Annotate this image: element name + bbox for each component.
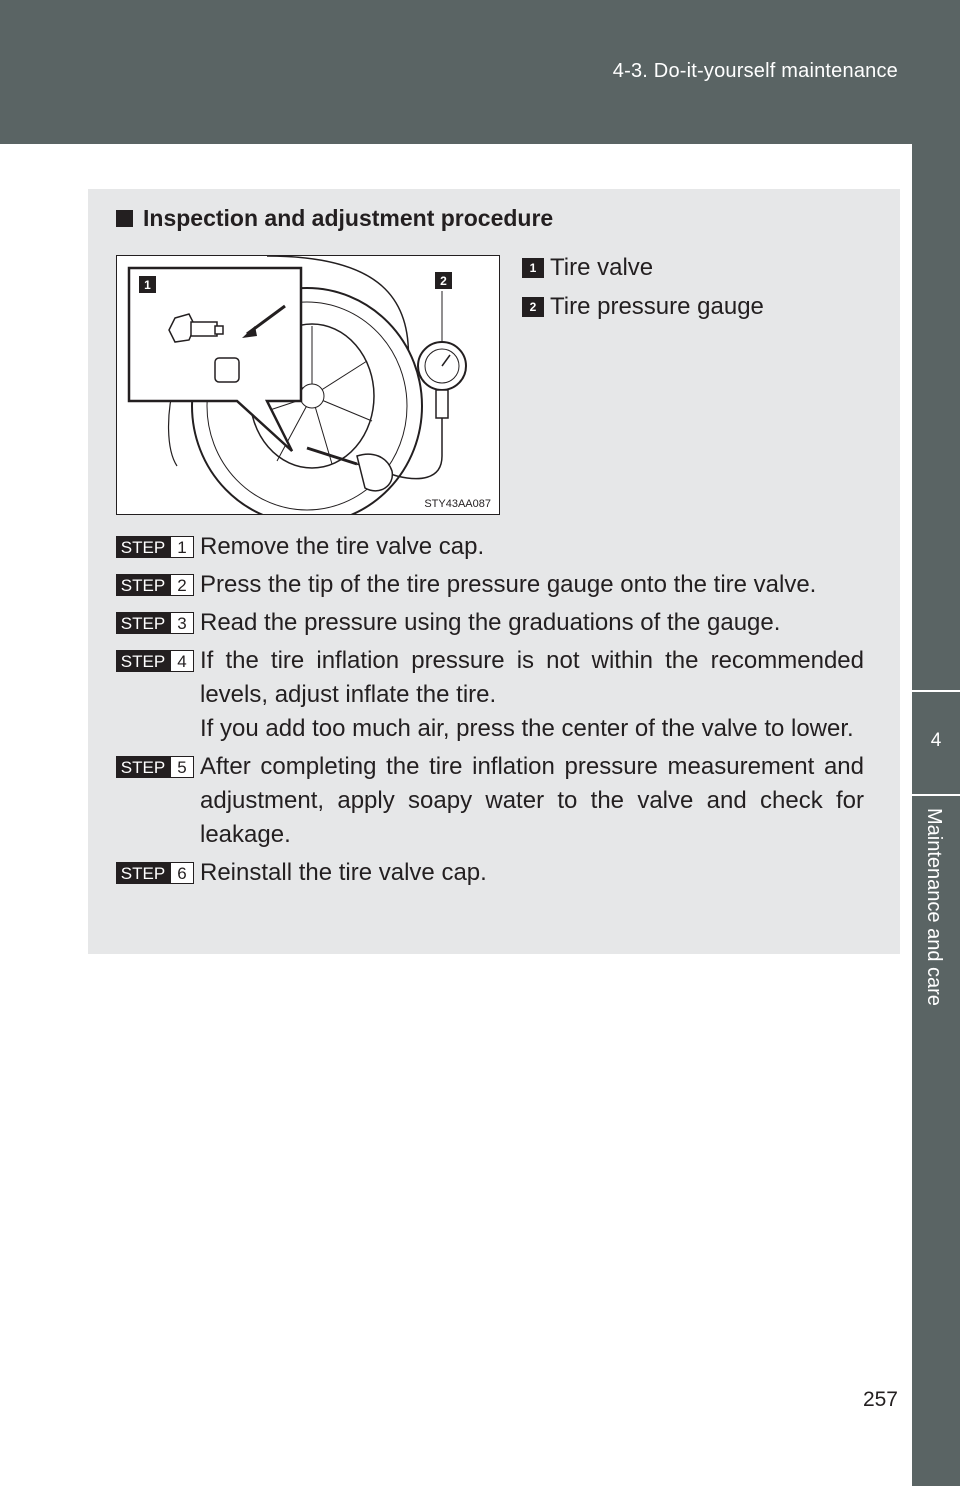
page-number: 257 bbox=[862, 1388, 898, 1411]
side-tab-spacer bbox=[912, 144, 960, 690]
legend-label: Tire valve bbox=[550, 253, 654, 281]
tire-valve-illustration bbox=[116, 255, 500, 515]
step-text: If the tire inflation pressure is not within the recommended levels, adjust inflate the tire. bbox=[200, 647, 864, 708]
step-badge: STEP 1 bbox=[116, 536, 194, 558]
step-text: After completing the tire inflation pressure measurement and adjustment, apply soapy water to the valve and check for leakage. bbox=[200, 753, 864, 848]
step-item bbox=[116, 568, 864, 602]
chapter-label: Maintenance and care bbox=[923, 808, 945, 1006]
step-text: Remove the tire valve cap. bbox=[200, 533, 485, 560]
step-badge: STEP 4 bbox=[116, 650, 194, 672]
step-badge: STEP 5 bbox=[116, 756, 194, 778]
chapter-number: 4 bbox=[930, 730, 942, 751]
page-header bbox=[0, 0, 960, 144]
step-text: Press the tip of the tire pressure gauge onto the tire valve. bbox=[200, 571, 817, 598]
step-text: Reinstall the tire valve cap. bbox=[200, 859, 487, 886]
step-text: Read the pressure using the graduations of the gauge. bbox=[200, 609, 781, 636]
step-item bbox=[116, 606, 864, 640]
figure-code: STY43AA087 bbox=[424, 498, 491, 510]
step-item bbox=[116, 530, 864, 564]
figure-legend bbox=[522, 248, 764, 326]
figure-marker-1: 1 bbox=[144, 278, 151, 292]
section-breadcrumb: 4-3. Do-it-yourself maintenance bbox=[612, 60, 898, 82]
tire-illustration-icon bbox=[117, 256, 500, 515]
step-badge: STEP 2 bbox=[116, 574, 194, 596]
legend-label: Tire pressure gauge bbox=[550, 292, 764, 320]
legend-item bbox=[522, 287, 764, 326]
step-badge: STEP 3 bbox=[116, 612, 194, 634]
step-badge: STEP 6 bbox=[116, 862, 194, 884]
legend-marker: 2 bbox=[522, 297, 544, 317]
step-list bbox=[116, 530, 864, 894]
legend-marker: 1 bbox=[522, 258, 544, 278]
step-item bbox=[116, 750, 864, 852]
chapter-label-tab bbox=[912, 794, 960, 1486]
step-item bbox=[116, 856, 864, 890]
section-heading-text: Inspection and adjustment procedure bbox=[143, 205, 554, 231]
legend-item bbox=[522, 248, 764, 287]
step-text: If you add too much air, press the center of the valve to lower. bbox=[200, 715, 854, 742]
step-item bbox=[116, 644, 864, 746]
section-heading bbox=[116, 205, 553, 232]
square-bullet-icon bbox=[116, 210, 133, 227]
figure-marker-2: 2 bbox=[440, 274, 447, 288]
chapter-number-tab bbox=[912, 690, 960, 796]
